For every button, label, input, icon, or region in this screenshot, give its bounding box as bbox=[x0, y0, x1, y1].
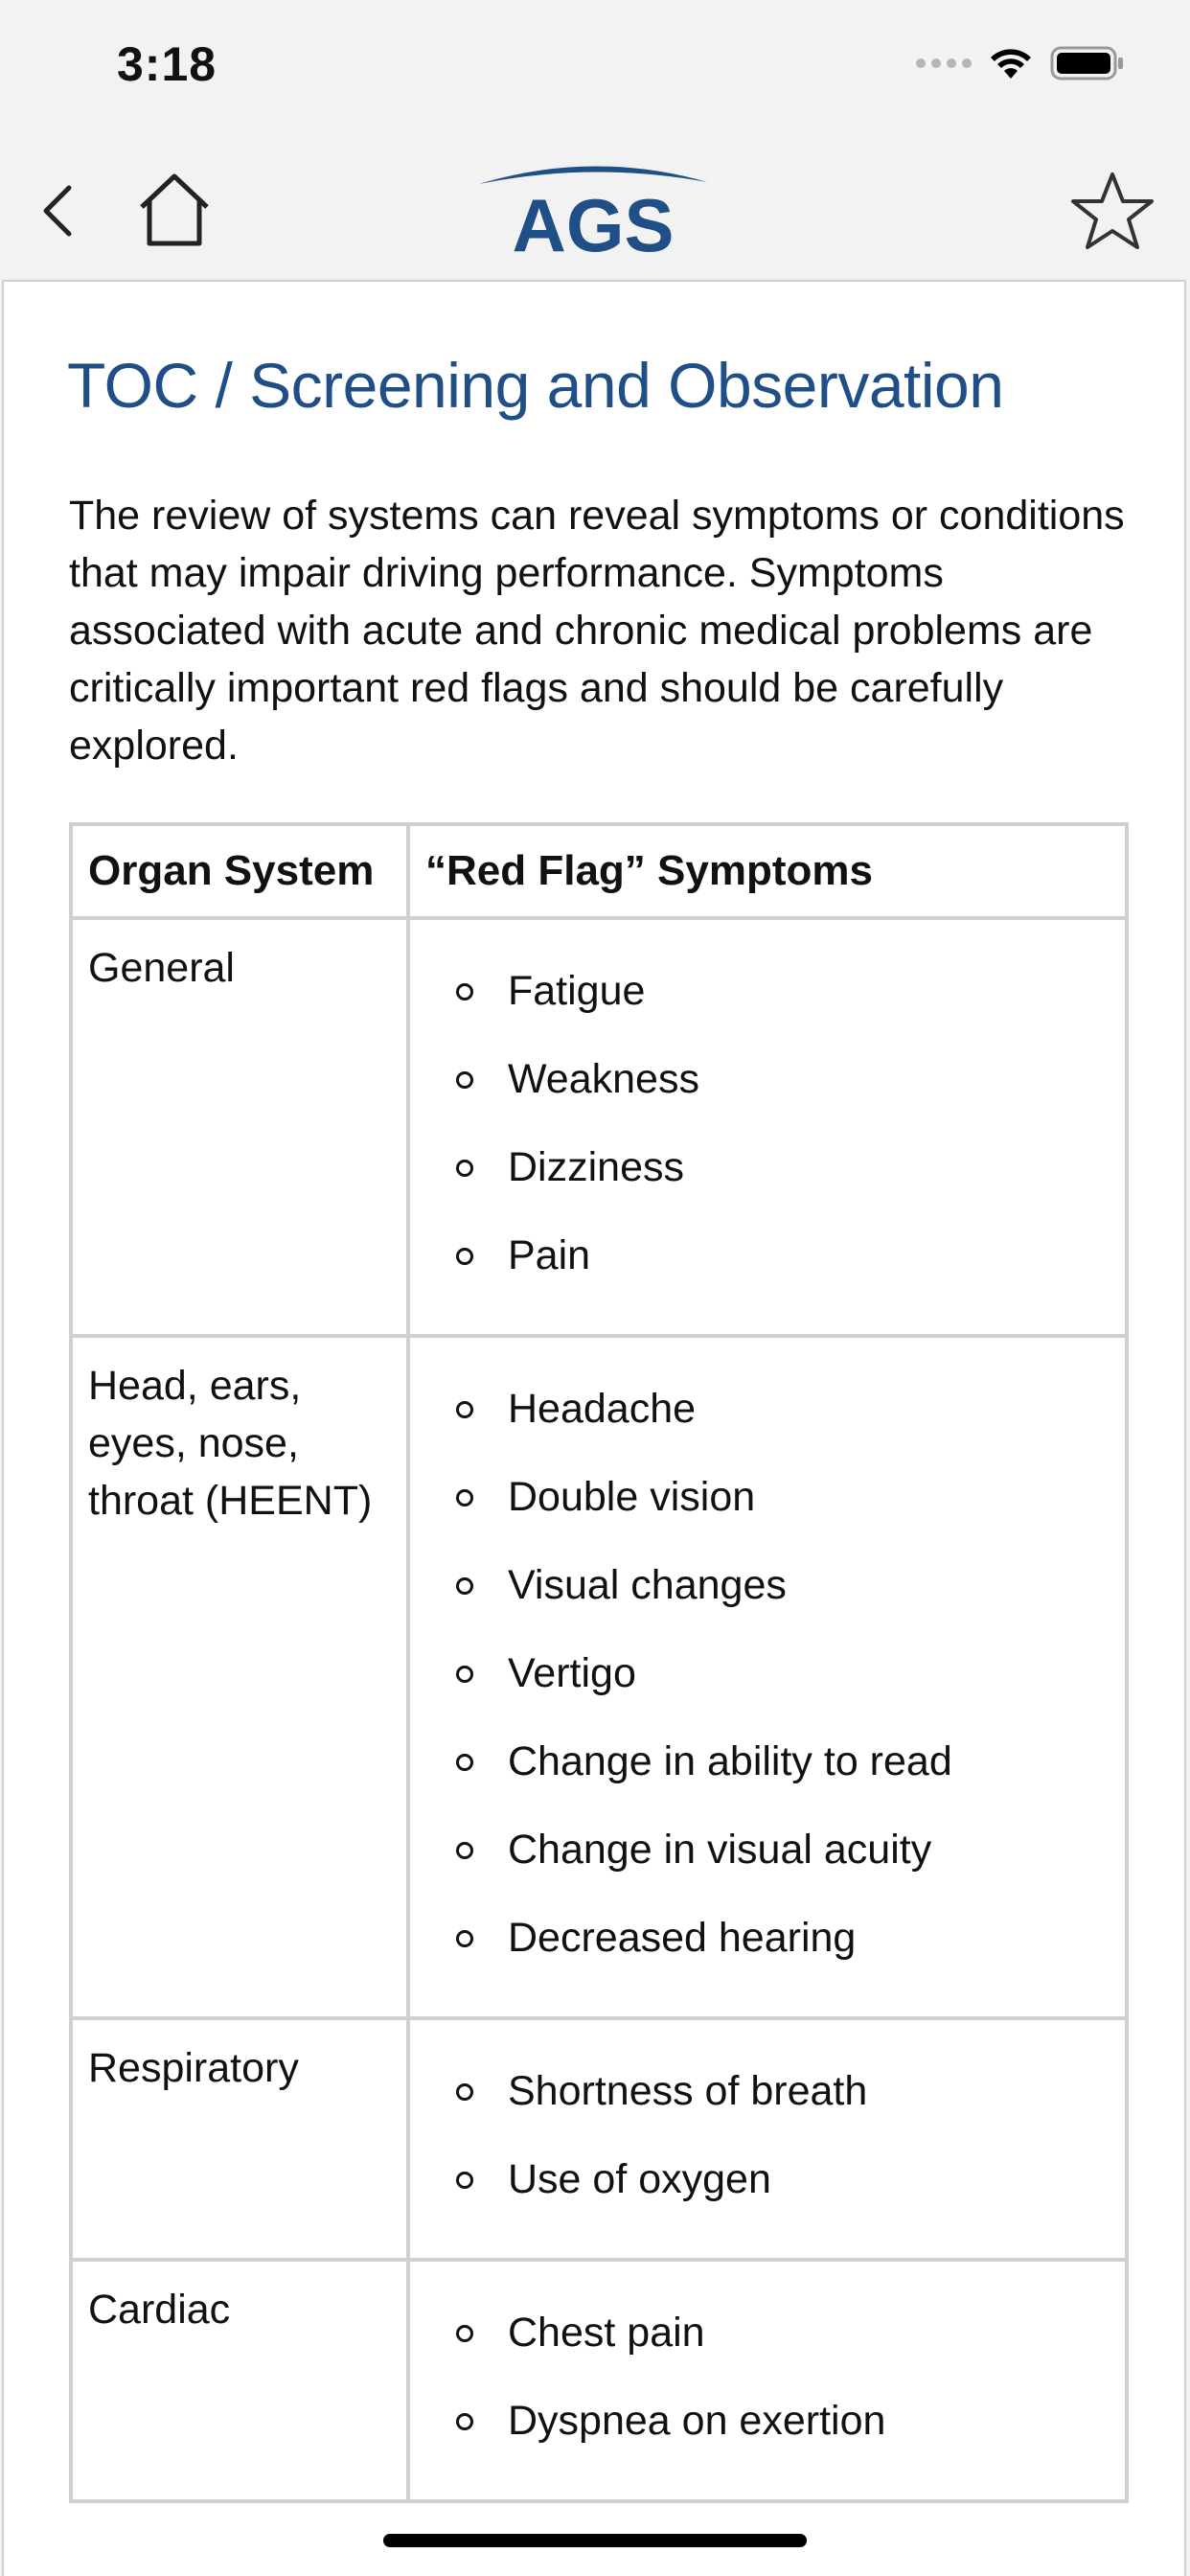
table-row bbox=[71, 2260, 1127, 2501]
favorite-star-icon[interactable] bbox=[1069, 169, 1156, 253]
status-bar bbox=[0, 0, 1190, 134]
symptom-item: Headache bbox=[441, 1378, 1110, 1466]
intro-paragraph: The review of systems can reveal symptoms or conditions that may impair driving performance. Symptoms associated with acute and chronic medical problems are critically important red flags and should be carefully explored. bbox=[69, 493, 1125, 769]
battery-icon bbox=[1050, 44, 1125, 82]
home-icon[interactable] bbox=[134, 169, 215, 249]
symptom-item: Weakness bbox=[441, 1048, 1110, 1137]
status-icons bbox=[916, 42, 1125, 84]
organ-system-cell: Respiratory bbox=[71, 2018, 408, 2260]
home-indicator[interactable] bbox=[383, 2534, 807, 2547]
symptom-item: Change in ability to read bbox=[441, 1731, 1110, 1819]
nav-bar bbox=[0, 134, 1190, 280]
symptom-item: Use of oxygen bbox=[441, 2149, 1110, 2218]
symptom-item: Pain bbox=[441, 1225, 1110, 1294]
organ-system-cell: General bbox=[71, 918, 408, 1336]
symptoms-cell bbox=[408, 918, 1127, 1336]
organ-system-cell: Head, ears, eyes, nose, throat (HEENT) bbox=[71, 1336, 408, 2018]
symptom-item: Chest pain bbox=[441, 2302, 1110, 2390]
symptom-item: Fatigue bbox=[441, 960, 1110, 1048]
symptoms-cell bbox=[408, 2260, 1127, 2501]
header-organ-system: Organ System bbox=[71, 824, 408, 918]
symptom-item: Change in visual acuity bbox=[441, 1819, 1110, 1907]
status-time: 3:18 bbox=[117, 37, 217, 91]
page-title: TOC / Screening and Observation bbox=[67, 350, 1004, 421]
symptom-item: Shortness of breath bbox=[441, 2060, 1110, 2149]
symptom-item: Vertigo bbox=[441, 1643, 1110, 1731]
table-row bbox=[71, 918, 1127, 1336]
red-flag-table bbox=[69, 822, 1129, 2503]
table-row bbox=[71, 2018, 1127, 2260]
symptoms-cell bbox=[408, 2018, 1127, 2260]
organ-system-cell: Cardiac bbox=[71, 2260, 408, 2501]
wifi-icon bbox=[987, 44, 1035, 82]
ags-logo bbox=[475, 155, 711, 261]
cellular-signal-icon bbox=[916, 58, 972, 68]
table-header-row bbox=[71, 824, 1127, 918]
back-chevron-icon[interactable] bbox=[36, 180, 79, 242]
logo-text: AGS bbox=[512, 183, 675, 261]
table-row bbox=[71, 1336, 1127, 2018]
header-red-flag-symptoms: “Red Flag” Symptoms bbox=[408, 824, 1127, 918]
symptom-item: Dizziness bbox=[441, 1137, 1110, 1225]
symptom-item: Visual changes bbox=[441, 1554, 1110, 1643]
symptom-item: Dyspnea on exertion bbox=[441, 2390, 1110, 2459]
symptoms-cell bbox=[408, 1336, 1127, 2018]
symptom-item: Double vision bbox=[441, 1466, 1110, 1554]
symptom-item: Decreased hearing bbox=[441, 1907, 1110, 1976]
content-card bbox=[2, 280, 1186, 2576]
